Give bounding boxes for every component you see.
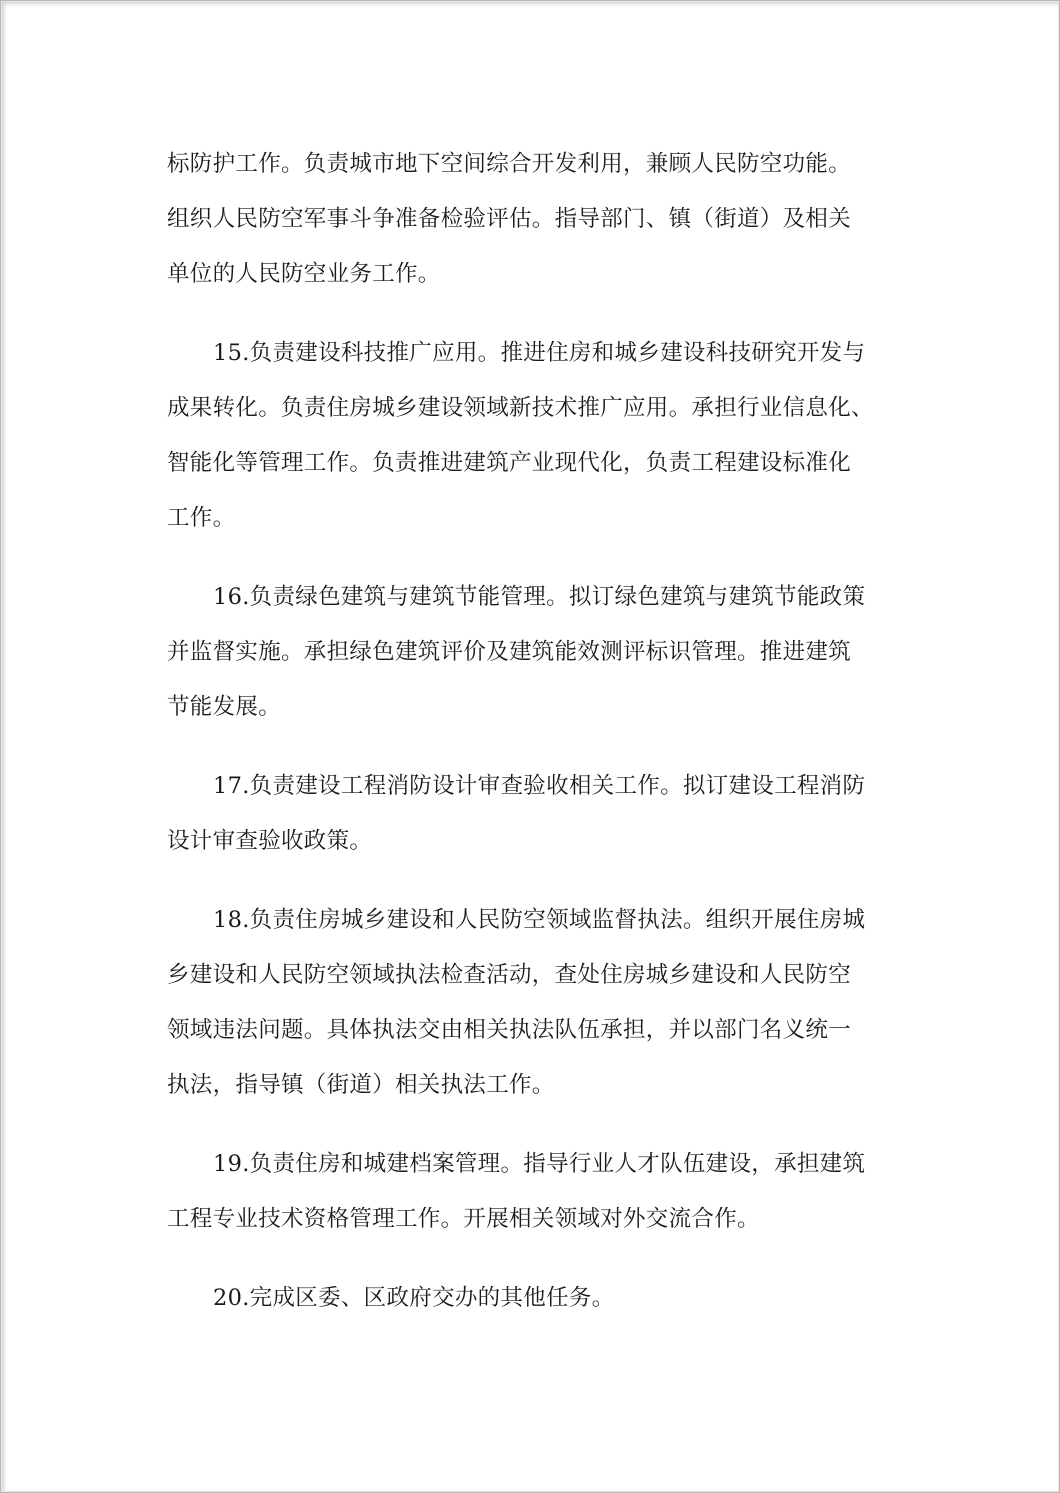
text-line: 节能发展。 (167, 694, 282, 720)
text-line: 成果转化。负责住房城乡建设领域新技术推广应用。承担行业信息化、 (167, 395, 874, 421)
text-line: 15.负责建设科技推广应用。推进住房和城乡建设科技研究开发与 (213, 340, 866, 366)
paragraph-item-17 (167, 759, 927, 869)
text-line: 单位的人民防空业务工作。 (167, 261, 441, 287)
text-line: 智能化等管理工作。负责推进建筑产业现代化，负责工程建设标准化 (167, 450, 852, 476)
text-line: 组织人民防空军事斗争准备检验评估。指导部门、镇（街道）及相关 (167, 206, 852, 232)
paragraph-item-15 (167, 326, 927, 546)
paragraph-continuation (167, 137, 927, 302)
text-line: 工程专业技术资格管理工作。开展相关领域对外交流合作。 (167, 1206, 760, 1232)
text-line: 18.负责住房城乡建设和人民防空领域监督执法。组织开展住房城 (213, 907, 866, 933)
paragraph-item-20 (167, 1271, 927, 1326)
paragraph-item-19 (167, 1137, 927, 1247)
paragraph-item-18 (167, 893, 927, 1113)
text-line: 工作。 (167, 505, 236, 531)
text-line: 标防护工作。负责城市地下空间综合开发利用，兼顾人民防空功能。 (167, 151, 852, 177)
text-line: 17.负责建设工程消防设计审查验收相关工作。拟订建设工程消防 (213, 773, 866, 799)
paragraph-item-16 (167, 570, 927, 735)
text-line: 执法，指导镇（街道）相关执法工作。 (167, 1072, 555, 1098)
document-body (167, 137, 927, 1350)
text-line: 领域违法问题。具体执法交由相关执法队伍承担，并以部门名义统一 (167, 1017, 852, 1043)
text-line: 19.负责住房和城建档案管理。指导行业人才队伍建设，承担建筑 (213, 1151, 866, 1177)
text-line: 乡建设和人民防空领域执法检查活动，查处住房城乡建设和人民防空 (167, 962, 852, 988)
text-line: 20.完成区委、区政府交办的其他任务。 (213, 1285, 615, 1311)
text-line: 设计审查验收政策。 (167, 828, 373, 854)
text-line: 16.负责绿色建筑与建筑节能管理。拟订绿色建筑与建筑节能政策 (213, 584, 866, 610)
text-line: 并监督实施。承担绿色建筑评价及建筑能效测评标识管理。推进建筑 (167, 639, 852, 665)
